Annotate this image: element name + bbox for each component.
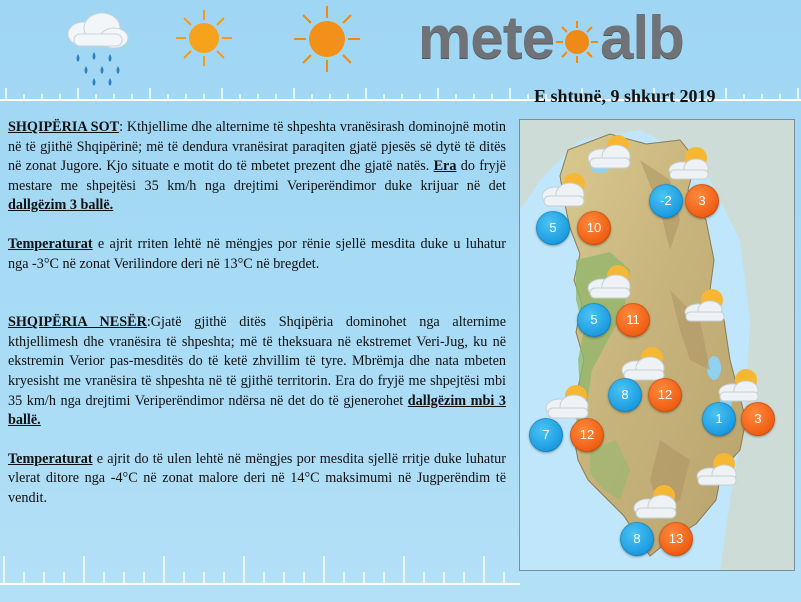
sun-icon (556, 21, 598, 63)
max-temp-badge: 3 (741, 402, 775, 436)
max-temp-badge: 13 (659, 522, 693, 556)
partly-cloudy-icon (584, 262, 638, 302)
min-temp-badge: 7 (529, 418, 563, 452)
temp-keyword: Temperaturat (8, 450, 93, 467)
partly-cloudy-icon (716, 366, 770, 406)
min-temp-badge: 1 (702, 402, 736, 436)
wave-keyword: dallgëzim mbi 3 ballë. (8, 392, 506, 429)
today-heading: SHQIPËRIA SOT (8, 119, 120, 135)
min-temp-badge: 5 (536, 211, 570, 245)
min-temp-badge: 8 (620, 522, 654, 556)
tomorrow-heading: SHQIPËRIA NESËR (8, 314, 147, 331)
wind-keyword: Era (433, 158, 457, 175)
partly-cloudy-icon (630, 482, 684, 522)
min-temp-badge: 8 (608, 378, 642, 412)
max-temp-badge: 11 (616, 303, 650, 337)
albania-map (519, 119, 795, 571)
max-temp-badge: 12 (648, 378, 682, 412)
max-temp-badge: 3 (685, 184, 719, 218)
sun-icon (174, 8, 234, 68)
temp-keyword: Temperaturat (8, 235, 93, 252)
max-temp-badge: 10 (577, 211, 611, 245)
partly-cloudy-icon (666, 142, 720, 182)
tomorrow-temp-paragraph: Temperaturat e ajrit do të ulen lehtë në mëngjes por mesdita sjellë rritje duke luhatur vlerat ditore nga -4°C në zonat malore deri në 14°C maksimumi në Jugperëndim të vendit. (8, 450, 506, 506)
rain-cloud-icon (60, 8, 132, 88)
forecast-text (8, 118, 506, 509)
tomorrow-paragraph: SHQIPËRIA NESËR:Gjatë gjithë ditës Shqipëria dominohet nga alternime kthjellimesh dhe vranësira të shpeshta; më të theksuara në ekstremet Veri-Jug, ku në ekstremin Verior pas-mesditës do të ketë zhvillim të tyre. Mbrëmja dhe nata mbeten kryesisht me vranësira të shpeshta në të gjithë territorin. Era do fryjë me shpejtësi mbi 35 km/h nga drejtimi Veriperëndimor ndërsa në det do të gjenerohet dallgëzim mbi 3 ballë. (8, 314, 506, 429)
partly-cloudy-icon (584, 132, 638, 172)
forecast-date: E shtunë, 9 shkurt 2019 (534, 86, 716, 106)
footer-ruler (0, 548, 520, 602)
min-temp-badge: 5 (577, 303, 611, 337)
partly-cloudy-icon (542, 382, 596, 422)
partly-cloudy-icon (694, 450, 748, 490)
partly-cloudy-icon (680, 284, 734, 324)
brand-logo: mete alb (418, 4, 684, 71)
wave-keyword: dallgëzim 3 ballë. (8, 197, 114, 214)
sun-icon (292, 4, 362, 74)
max-temp-badge: 12 (570, 418, 604, 452)
today-paragraph: SHQIPËRIA SOT: Kthjellime dhe alternime të shpeshta vranësirash dominojnë motin në të gjithë Shqipërinë; më të dendura vranësirat paraqiten gjatë pjesës së dytë të ditës në zonat Jugore. Kjo situate e motit do të mbetet prezent dhe gjatë natës. Era do fryjë mestare me shpejtësi 35 km/h nga drejtimi Veriperëndimor duke krijuar në det dallgëzim 3 ballë. (8, 119, 506, 214)
min-temp-badge: -2 (649, 184, 683, 218)
partly-cloudy-icon (538, 170, 592, 210)
today-temp-paragraph: Temperaturat e ajrit rriten lehtë në mëngjes por rënie sjellë mesdita duke u luhatur nga -3°C në zonat Verilindore deri në 13°C në bregdet. (8, 235, 506, 272)
